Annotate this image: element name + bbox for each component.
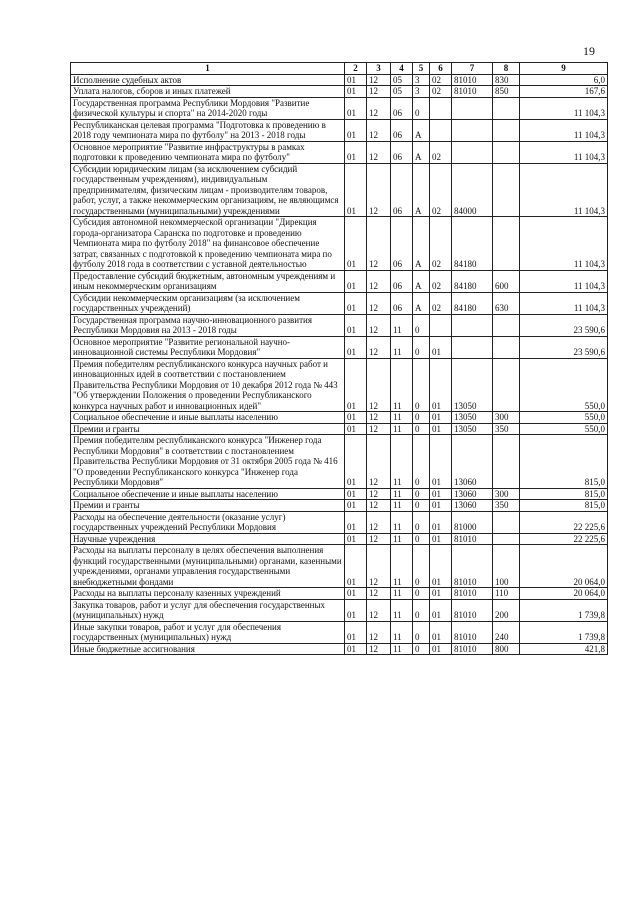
amount-cell: 20 064,0 [520,545,608,588]
code-cell: 84180 [452,217,493,271]
row-name-cell: Расходы на выплаты персоналу в целях обеспечения выполнения функций государственными (муниципальными) органами, казенными учреждениями, органами управления государственными внебюджетными фондами [71,545,345,588]
code-cell: 01 [345,119,367,141]
code-cell: 12 [367,163,391,217]
row-name-cell: Расходы на обеспечение деятельности (оказание услуг) государственных учреждений Республики Мордовия [71,511,345,533]
code-cell: 01 [430,500,452,512]
code-cell: 81010 [452,643,493,655]
table-body [71,74,608,655]
code-cell: 0 [413,533,430,545]
code-cell: 01 [345,336,367,358]
code-cell: 11 [391,545,413,588]
code-cell [493,336,520,358]
table-row [71,621,608,643]
code-cell: 81010 [452,86,493,98]
budget-table [70,62,608,655]
code-cell: 12 [367,412,391,424]
code-cell [452,314,493,336]
code-cell: 0 [413,511,430,533]
header-row [71,63,608,75]
code-cell: 300 [493,412,520,424]
code-cell: 12 [367,119,391,141]
row-name-cell: Закупка товаров, работ и услуг для обеспечения государственных (муниципальных) нужд [71,599,345,621]
code-cell [493,217,520,271]
code-cell: 12 [367,621,391,643]
code-cell: 05 [391,86,413,98]
row-name-cell: Республиканская целевая программа "Подготовка к проведению в 2018 году чемпионата мира по футболу" на 2013 - 2018 годы [71,119,345,141]
table-row [71,217,608,271]
amount-cell: 550,0 [520,423,608,435]
row-name-cell: Премии и гранты [71,423,345,435]
table-row [71,314,608,336]
row-name-cell: Премия победителям республиканского конкурса "Инженер года Республики Мордовия" в соответствии с постановлением Правительства Республики Мордовия от 31 октября 2005 года № 416 "О проведении Республиканского конкурса "Инженер года Республики Мордовия" [71,435,345,489]
row-name-cell: Социальное обеспечение и иные выплаты населению [71,488,345,500]
col-header: 1 [71,63,345,75]
code-cell [493,97,520,119]
code-cell: 0 [413,545,430,588]
code-cell: А [413,292,430,314]
col-header: 2 [345,63,367,75]
row-name-cell: Премия победителям республиканского конкурса научных работ и инновационных идей в соответствии с постановлением Правительства Республики Мордовия от 10 декабря 2012 года № 443 "Об утверждении Положения о проведении Республиканского конкурса научных работ и инновационных идей" [71,358,345,412]
code-cell: 01 [430,488,452,500]
row-name-cell: Предоставление субсидий бюджетным, автономным учреждениям и иным некоммерческим организациям [71,270,345,292]
code-cell: 01 [345,270,367,292]
table-row [71,500,608,512]
row-name-cell: Основное мероприятие "Развитие региональной научно-инновационной системы Республики Мордовия" [71,336,345,358]
code-cell: 12 [367,314,391,336]
code-cell: 11 [391,358,413,412]
code-cell: 0 [413,643,430,655]
code-cell: 06 [391,97,413,119]
col-header: 8 [493,63,520,75]
code-cell: 01 [345,217,367,271]
col-header: 9 [520,63,608,75]
code-cell: А [413,141,430,163]
code-cell: 850 [493,86,520,98]
code-cell: 81010 [452,74,493,86]
table-row [71,423,608,435]
code-cell: 830 [493,74,520,86]
row-name-cell: Уплата налогов, сборов и иных платежей [71,86,345,98]
code-cell: 12 [367,435,391,489]
code-cell: 02 [430,163,452,217]
table-row [71,545,608,588]
amount-cell: 11 104,3 [520,163,608,217]
code-cell: 01 [345,74,367,86]
code-cell: 0 [413,621,430,643]
code-cell: 13050 [452,358,493,412]
row-name-cell: Субсидии некоммерческим организациям (за исключением государственных учреждений) [71,292,345,314]
table-row [71,163,608,217]
table-row [71,97,608,119]
code-cell: 02 [430,86,452,98]
code-cell: 84180 [452,292,493,314]
code-cell: 12 [367,336,391,358]
code-cell: А [413,119,430,141]
code-cell: А [413,217,430,271]
amount-cell: 815,0 [520,500,608,512]
code-cell: 11 [391,435,413,489]
amount-cell: 167,6 [520,86,608,98]
code-cell: 11 [391,511,413,533]
code-cell [493,533,520,545]
code-cell: 01 [430,423,452,435]
code-cell: 01 [430,358,452,412]
code-cell: 01 [430,511,452,533]
table-row [71,643,608,655]
code-cell: 01 [345,511,367,533]
code-cell: 01 [430,435,452,489]
code-cell: 11 [391,314,413,336]
code-cell: 01 [345,412,367,424]
code-cell: 0 [413,435,430,489]
code-cell: 01 [345,588,367,600]
code-cell: 81010 [452,545,493,588]
code-cell: 0 [413,599,430,621]
code-cell [493,358,520,412]
code-cell: 01 [345,643,367,655]
code-cell: 81010 [452,588,493,600]
code-cell: 01 [345,545,367,588]
code-cell: 11 [391,643,413,655]
amount-cell: 11 104,3 [520,97,608,119]
code-cell [452,336,493,358]
table-row [71,435,608,489]
code-cell [493,141,520,163]
code-cell: 05 [391,74,413,86]
code-cell: 01 [345,292,367,314]
code-cell: 12 [367,511,391,533]
code-cell: 630 [493,292,520,314]
code-cell: 3 [413,86,430,98]
code-cell: 12 [367,217,391,271]
code-cell: 01 [430,533,452,545]
code-cell: 11 [391,588,413,600]
code-cell: 12 [367,545,391,588]
row-name-cell: Государственная программа Республики Мордовия "Развитие физической культуры и спорта" на 2014-2020 годы [71,97,345,119]
code-cell: 81010 [452,533,493,545]
code-cell: 84180 [452,270,493,292]
code-cell: 12 [367,270,391,292]
col-header: 4 [391,63,413,75]
code-cell: 01 [345,423,367,435]
code-cell: 100 [493,545,520,588]
code-cell: 02 [430,292,452,314]
code-cell: 0 [413,588,430,600]
code-cell: 01 [345,435,367,489]
table-row [71,86,608,98]
code-cell [452,97,493,119]
code-cell: 06 [391,217,413,271]
code-cell: 11 [391,599,413,621]
code-cell: 0 [413,488,430,500]
row-name-cell: Субсидии юридическим лицам (за исключением субсидий государственным учреждениям), индивидуальным предпринимателям, физическим лицам - производителям товаров, работ, услуг, а также некоммерческим организациям, не являющимся государственными (муниципальными) учреждениями [71,163,345,217]
code-cell: 06 [391,163,413,217]
table-row [71,270,608,292]
code-cell: 0 [413,500,430,512]
code-cell: 84000 [452,163,493,217]
code-cell: 12 [367,292,391,314]
table-row [71,533,608,545]
code-cell: 0 [413,358,430,412]
code-cell: 12 [367,500,391,512]
code-cell: 11 [391,336,413,358]
code-cell: 01 [345,488,367,500]
code-cell: 01 [430,412,452,424]
code-cell [430,119,452,141]
row-name-cell: Основное мероприятие "Развитие инфраструктуры в рамках подготовки к проведению чемпионата мира по футболу" [71,141,345,163]
code-cell: 06 [391,270,413,292]
code-cell: 13050 [452,412,493,424]
col-header: 3 [367,63,391,75]
amount-cell: 815,0 [520,488,608,500]
table-row [71,119,608,141]
row-name-cell: Научные учреждения [71,533,345,545]
code-cell: 12 [367,74,391,86]
code-cell [452,119,493,141]
code-cell: 12 [367,599,391,621]
code-cell: 01 [345,97,367,119]
table-row [71,358,608,412]
table-row [71,412,608,424]
code-cell [493,163,520,217]
code-cell: 01 [345,500,367,512]
code-cell: 02 [430,217,452,271]
code-cell: 01 [345,163,367,217]
code-cell [430,97,452,119]
row-name-cell: Премии и гранты [71,500,345,512]
code-cell: 12 [367,588,391,600]
row-name-cell: Исполнение судебных актов [71,74,345,86]
code-cell: 01 [430,621,452,643]
table-row [71,488,608,500]
code-cell: 06 [391,141,413,163]
table-row [71,292,608,314]
amount-cell: 6,0 [520,74,608,86]
table-row [71,74,608,86]
code-cell: 81010 [452,599,493,621]
code-cell: 240 [493,621,520,643]
code-cell: 81000 [452,511,493,533]
row-name-cell: Расходы на выплаты персоналу казенных учреждений [71,588,345,600]
amount-cell: 1 739,8 [520,621,608,643]
code-cell: 11 [391,533,413,545]
amount-cell: 22 225,6 [520,511,608,533]
code-cell: 11 [391,500,413,512]
code-cell: 01 [345,314,367,336]
code-cell: 350 [493,423,520,435]
code-cell: 0 [413,423,430,435]
code-cell: 11 [391,621,413,643]
row-name-cell: Государственная программа научно-инновационного развития Республики Мордовия на 2013 - 2018 годы [71,314,345,336]
table-row [71,511,608,533]
code-cell: 200 [493,599,520,621]
code-cell: 11 [391,412,413,424]
code-cell: 350 [493,500,520,512]
code-cell: 06 [391,292,413,314]
amount-cell: 11 104,3 [520,270,608,292]
code-cell: 12 [367,423,391,435]
code-cell: 02 [430,141,452,163]
amount-cell: 23 590,6 [520,336,608,358]
amount-cell: 550,0 [520,358,608,412]
amount-cell: 11 104,3 [520,217,608,271]
amount-cell: 20 064,0 [520,588,608,600]
code-cell: 01 [345,533,367,545]
table-row [71,141,608,163]
row-name-cell: Социальное обеспечение и иные выплаты населению [71,412,345,424]
code-cell: 01 [430,336,452,358]
code-cell: 01 [430,588,452,600]
row-name-cell: Иные бюджетные ассигнования [71,643,345,655]
amount-cell: 421,8 [520,643,608,655]
code-cell: 0 [413,97,430,119]
code-cell: 12 [367,488,391,500]
code-cell [493,435,520,489]
amount-cell: 11 104,3 [520,119,608,141]
code-cell: 01 [345,86,367,98]
code-cell: 13060 [452,435,493,489]
code-cell: 110 [493,588,520,600]
code-cell: А [413,270,430,292]
code-cell: 13060 [452,500,493,512]
code-cell: 12 [367,358,391,412]
row-name-cell: Субсидия автономной некоммерческой организации "Дирекция города-организатора Саранска по подготовке и проведению Чемпионата мира по футболу 2018" на финансовое обеспечение затрат, связанных с подготовкой к проведению чемпионата мира по футболу 2018 года в соответствии с уставной деятельностью [71,217,345,271]
col-header: 7 [452,63,493,75]
code-cell [493,314,520,336]
table-row [71,588,608,600]
code-cell: 0 [413,412,430,424]
code-cell: 11 [391,423,413,435]
amount-cell: 815,0 [520,435,608,489]
code-cell [452,141,493,163]
code-cell: 01 [345,599,367,621]
code-cell: 81010 [452,621,493,643]
code-cell [430,314,452,336]
code-cell: 12 [367,141,391,163]
table-row [71,336,608,358]
table-row [71,599,608,621]
code-cell: 3 [413,74,430,86]
code-cell: 01 [430,545,452,588]
code-cell: 12 [367,643,391,655]
code-cell: 12 [367,86,391,98]
col-header: 5 [413,63,430,75]
code-cell [493,511,520,533]
code-cell: 0 [413,314,430,336]
code-cell: 11 [391,488,413,500]
amount-cell: 11 104,3 [520,292,608,314]
code-cell: 800 [493,643,520,655]
amount-cell: 23 590,6 [520,314,608,336]
code-cell: 12 [367,533,391,545]
code-cell: 02 [430,270,452,292]
row-name-cell: Иные закупки товаров, работ и услуг для обеспечения государственных (муниципальных) нужд [71,621,345,643]
code-cell: А [413,163,430,217]
code-cell: 600 [493,270,520,292]
code-cell: 01 [345,621,367,643]
code-cell: 13060 [452,488,493,500]
code-cell: 13050 [452,423,493,435]
page-number: 19 [583,44,595,58]
amount-cell: 550,0 [520,412,608,424]
amount-cell: 1 739,8 [520,599,608,621]
code-cell: 02 [430,74,452,86]
col-header: 6 [430,63,452,75]
code-cell: 01 [430,599,452,621]
code-cell: 300 [493,488,520,500]
code-cell: 01 [430,643,452,655]
code-cell: 01 [345,141,367,163]
code-cell: 01 [345,358,367,412]
code-cell: 06 [391,119,413,141]
amount-cell: 11 104,3 [520,141,608,163]
code-cell: 12 [367,97,391,119]
amount-cell: 22 225,6 [520,533,608,545]
code-cell [493,119,520,141]
code-cell: 0 [413,336,430,358]
